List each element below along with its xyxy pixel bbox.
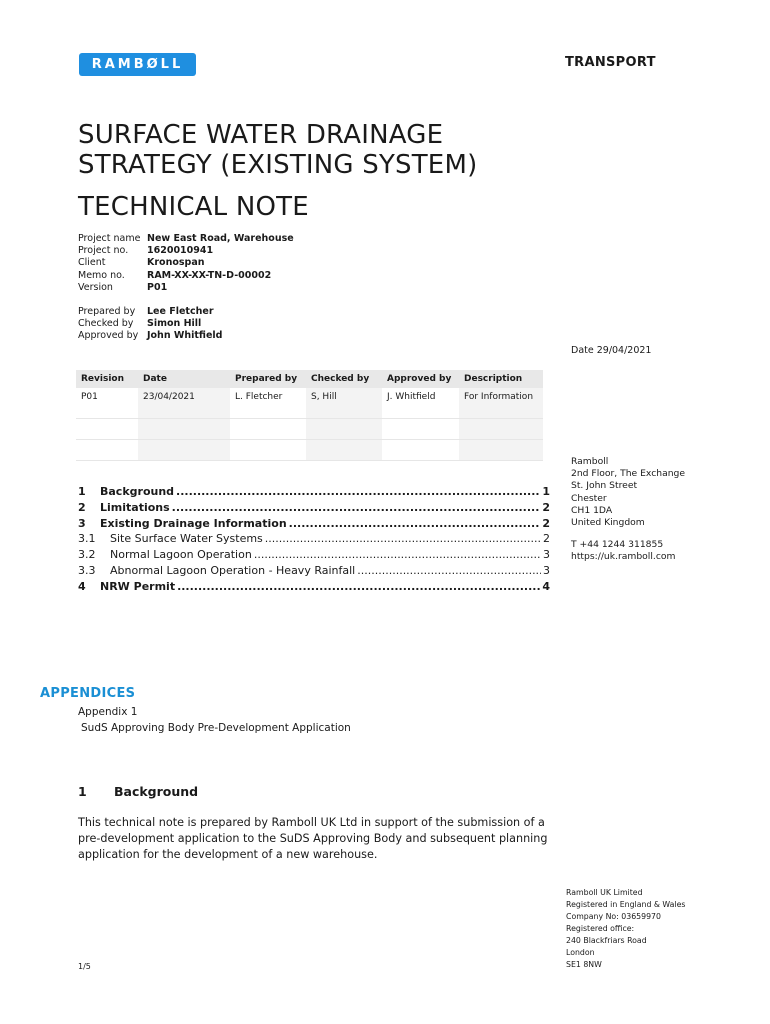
- table-cell: [76, 440, 138, 461]
- toc-page: 2: [542, 516, 550, 530]
- col-header-revision: Revision: [76, 370, 138, 388]
- toc-entry[interactable]: [78, 547, 550, 563]
- division-label: TRANSPORT: [565, 55, 656, 70]
- toc-number: 2: [78, 500, 86, 514]
- toc-number: 4: [78, 579, 86, 593]
- meta-row: [78, 270, 294, 282]
- toc-page: 3: [543, 548, 550, 562]
- meta-value: P01: [147, 281, 168, 293]
- toc-page: 3: [543, 563, 550, 577]
- appendix-title: SudS Approving Body Pre-Development Application: [81, 722, 351, 734]
- meta-value: 1620010941: [147, 245, 214, 257]
- table-cell: J. Whitfield: [382, 388, 459, 419]
- toc-number: 3: [78, 516, 86, 530]
- col-header-approved: Approved by: [382, 370, 459, 388]
- project-info: [78, 233, 294, 294]
- toc-page: 1: [542, 485, 550, 498]
- toc-title: Existing Drainage Information: [100, 516, 287, 530]
- revision-header-row: [76, 370, 543, 388]
- table-cell: [382, 440, 459, 461]
- toc-title: Limitations: [100, 500, 170, 514]
- meta-value: RAM-XX-XX-TN-D-00002: [147, 269, 272, 281]
- appendix-label: Appendix 1: [78, 706, 138, 718]
- table-cell: For Information: [459, 388, 543, 419]
- toc-number: 3.3: [78, 563, 96, 577]
- toc-title: Abnormal Lagoon Operation - Heavy Rainfall: [110, 563, 356, 577]
- meta-label: Project name: [78, 233, 141, 244]
- toc-entry[interactable]: [78, 579, 550, 595]
- meta-value: Kronospan: [147, 257, 205, 269]
- toc-title: Normal Lagoon Operation: [110, 548, 252, 562]
- toc-entry[interactable]: [78, 516, 550, 532]
- meta-row: [78, 257, 294, 269]
- meta-value: New East Road, Warehouse: [147, 233, 294, 244]
- toc-entry[interactable]: [78, 484, 550, 500]
- toc-page: 2: [542, 500, 550, 514]
- toc-title: Background: [100, 485, 175, 498]
- footer-line: Ramboll UK Limited: [566, 888, 643, 897]
- meta-label: Version: [78, 281, 113, 293]
- page-number: 1/5: [78, 962, 91, 971]
- title-line-2: STRATEGY (EXISTING SYSTEM): [78, 150, 478, 180]
- toc-entry[interactable]: [78, 531, 550, 547]
- office-phone: T +44 1244 311855: [571, 539, 664, 551]
- toc-page: 2: [543, 532, 550, 546]
- table-cell: [230, 440, 306, 461]
- table-row: [76, 388, 543, 419]
- address-line: CH1 1DA: [571, 504, 613, 516]
- table-cell: [306, 419, 382, 440]
- meta-label: Memo no.: [78, 269, 125, 281]
- document-date: Date 29/04/2021: [571, 345, 652, 356]
- meta-label: Project no.: [78, 245, 129, 257]
- meta-value: Lee Fletcher: [147, 306, 214, 317]
- section-heading: Background: [114, 784, 199, 799]
- footer-line: 240 Blackfriars Road: [566, 936, 647, 945]
- table-cell: P01: [76, 388, 138, 419]
- footer-line: Registered office:: [566, 924, 635, 933]
- address-line: United Kingdom: [571, 517, 645, 529]
- table-row: [76, 440, 543, 461]
- footer-line: London: [566, 948, 595, 957]
- toc-title: Site Surface Water Systems: [110, 532, 263, 546]
- toc-number: 3.2: [78, 548, 96, 562]
- table-cell: [230, 419, 306, 440]
- toc-entry[interactable]: [78, 500, 550, 516]
- table-cell: [459, 419, 543, 440]
- table-cell: [382, 419, 459, 440]
- title-line-3: TECHNICAL NOTE: [78, 192, 309, 222]
- revision-table: [76, 370, 543, 461]
- footer-line: Registered in England & Wales: [566, 900, 686, 909]
- ramboll-logo: RAMBØLL: [79, 53, 196, 76]
- meta-value: Simon Hill: [147, 318, 202, 330]
- table-row: [76, 419, 543, 440]
- footer-line: Company No: 03659970: [566, 912, 661, 921]
- meta-value: John Whitfield: [147, 330, 223, 342]
- meta-label: Client: [78, 257, 106, 269]
- table-cell: [138, 419, 230, 440]
- address-line: St. John Street: [571, 480, 638, 492]
- office-address: [571, 456, 685, 564]
- address-line: Chester: [571, 492, 607, 504]
- meta-row: [78, 233, 294, 245]
- title-line-1: SURFACE WATER DRAINAGE: [78, 120, 444, 150]
- meta-row: [78, 306, 222, 318]
- toc-title: NRW Permit: [100, 579, 176, 593]
- meta-label: Approved by: [78, 330, 139, 342]
- meta-row: [78, 330, 222, 342]
- appendices-heading: APPENDICES: [40, 686, 136, 701]
- table-cell: [76, 419, 138, 440]
- meta-row: [78, 318, 222, 330]
- meta-row: [78, 282, 294, 294]
- toc-number: 3.1: [78, 532, 96, 546]
- toc-page: 4: [542, 579, 550, 593]
- toc-entry[interactable]: [78, 563, 550, 579]
- footer-line: SE1 8NW: [566, 960, 602, 969]
- table-cell: [138, 440, 230, 461]
- meta-label: Prepared by: [78, 306, 136, 317]
- col-header-description: Description: [459, 370, 543, 388]
- col-header-checked: Checked by: [306, 370, 382, 388]
- approval-info: [78, 306, 222, 343]
- table-cell: S, Hill: [306, 388, 382, 419]
- section-body: This technical note is prepared by Ramboll UK Ltd in support of the submission of a pre-development application to the SuDS Approving Body and subsequent planning application for the development of a new warehouse.: [78, 816, 548, 861]
- table-cell: [459, 440, 543, 461]
- company-footer: [566, 887, 685, 971]
- table-of-contents: [78, 484, 550, 595]
- meta-label: Checked by: [78, 318, 134, 330]
- col-header-prepared: Prepared by: [230, 370, 306, 388]
- table-cell: 23/04/2021: [138, 388, 230, 419]
- col-header-date: Date: [138, 370, 230, 388]
- table-cell: L. Fletcher: [230, 388, 306, 419]
- address-line: Ramboll: [571, 456, 609, 467]
- section-number: 1: [78, 784, 87, 799]
- table-cell: [306, 440, 382, 461]
- office-website[interactable]: https://uk.ramboll.com: [571, 551, 676, 563]
- address-line: 2nd Floor, The Exchange: [571, 468, 686, 480]
- toc-number: 1: [78, 485, 86, 498]
- document-title: [78, 120, 638, 222]
- meta-row: [78, 245, 294, 257]
